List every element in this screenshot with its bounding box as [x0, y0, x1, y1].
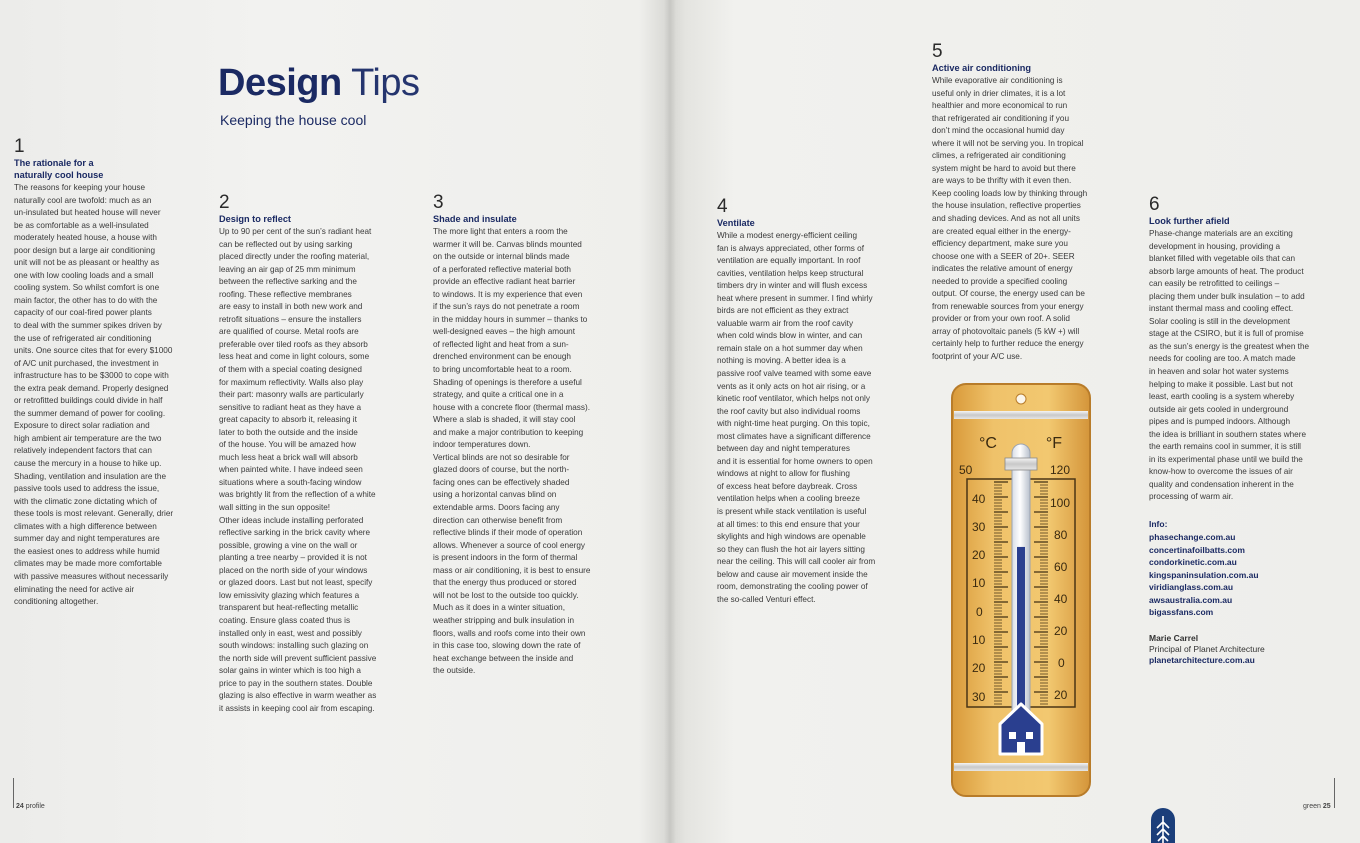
section-body: The reasons for keeping your house naturally cool are twofold: much as an un-insulated but heated house will never be as comfortable as a well-insulated moderately heated house, a house with poor design but a large air conditioning unit will not be as pleasant or healthy as one with low cooling loads and a small cooling system. So whilst comfort is one main factor, the other has to do with the capacity of our coal-fired power plants to deal with the summer spikes driven by the use of refrigerated air conditioning units. One source cites that for every $1000 of A/C unit purchased, the investment in infrastructure has to be $3000 to cope with the extra peak demand. Properly designed or retrofitted buildings could divide in half the summer demand of power for cooling. Exposure to direct solar radiation and high ambient air temperature are the two relatively independent factors that can cause the mercury in a house to hike up. Shading, ventilation and insulation are the passive tools used to address the issue, with the climatic zone dictating which of these tools is most relevant. Generally, drier climates with a high difference between summer day and night temperatures are the easiest ones to address while humid climates may be made more comfortable with passive measures without necessarily eliminating the need for active air conditioning altogether.: [14, 183, 174, 607]
left-page-number: 24: [16, 803, 24, 810]
right-page-number: 25: [1322, 803, 1331, 810]
right-section-name: green: [1303, 803, 1323, 810]
section-body: Up to 90 per cent of the sun’s radiant heat can be reflected out by using sarking placed directly under the roofing material, leaving an air gap of 25 mm minimum between the reflective sarking and the roofing. These reflective membranes are easy to install in both new work and retrofit situations – ensure the installers are qualified of course. Metal roofs are preferable over tiled roofs as they absorb less heat and come in light colours, some of them with a special coating designed for maximum reflectivity. Walls also play their part: masonry walls are particularly sensitive to radiant heat as they have a great capacity to absorb it, releasing it later to both the outside and the inside of the house. You will be amazed how much less heat a brick wall will absorb when painted white. I have indeed seen situations where a south-facing window was brightly lit from the reflection of a white wall sitting in the sun opposite! Other ideas include installing perforated reflective sarking in the brick cavity where possible, growing a vine on the wall or planting a tree nearby – provided it is not placed on the north side of your windows or glazed doors. Last but not least, specify low emissivity glazing which features a transparent but heat-reflecting metallic coating. Ensure glass coated thus is installed only in east, west and possibly south windows: installing such glazing on the north side will prevent sufficient passive solar gains in winter which is too high a price to pay in the southern states. Double glazing is also effective in warm weather as it assists in keeping cool air from escaping.: [219, 227, 377, 713]
section-number: 3: [433, 192, 444, 213]
fahrenheit-label: 20: [1054, 624, 1068, 638]
page-subtitle: Keeping the house cool: [220, 112, 367, 128]
celsius-label: 0: [976, 605, 983, 619]
section-number: 4: [717, 196, 728, 217]
celsius-label: 30: [972, 690, 986, 704]
hanging-hole: [1016, 394, 1026, 404]
title-bold: Design: [218, 62, 342, 104]
celsius-label: 50: [959, 463, 973, 477]
left-section-name: profile: [23, 803, 45, 810]
info-link[interactable]: kingspaninsulation.com.au: [1149, 569, 1259, 580]
section-4: [717, 197, 917, 606]
section-body: While evaporative air conditioning is useful only in drier climates, it is a lot healthier and more economical to run that refrigerated air conditioning if you don’t mind the occasional humid day where it will not be serving you. In tropical climes, a refrigerated air conditioning system might be hard to avoid but there are ways to be thrifty with it even then. Keep cooling loads low by thinking through the house insulation, reflective properties and shading devices. And as not all units are created equal either in the energy- efficiency department, make sure you choose one with a SEER of 20+. SEER indicates the relative amount of energy needed to provide a specified cooling output. Of course, the energy used can be from renewable sources from your energy provider or from your own roof. A solid array of photovoltaic panels (5 kW +) will certainly help to further reduce the energy footprint of your A/C use.: [932, 76, 1088, 362]
thermometer-illustration: [950, 382, 1092, 798]
fahrenheit-label: 120: [1050, 463, 1071, 477]
section-1: [14, 137, 204, 609]
fahrenheit-label: 80: [1054, 528, 1068, 542]
section-heading: Design to reflect: [219, 214, 291, 224]
section-heading: Shade and insulate: [433, 214, 517, 224]
section-2: [219, 193, 419, 715]
section-body: The more light that enters a room the warmer it will be. Canvas blinds mounted on the outside or internal blinds made of a perforated reflective material both provide an effective radiant heat barrier to windows. It is my experience that even if the sun’s rays do not penetrate a room in the midday hours in summer – thanks to well-designed eaves – the high amount of reflected light and heat from a sun- drenched environment can be enough to bring uncomfortable heat to a room. Shading of openings is therefore a useful strategy, and quite a critical one in a house with a concrete floor (thermal mass). Where a slab is shaded, it will stay cool and make a major contribution to keeping indoor temperatures down. Vertical blinds are not so desirable for glazed doors of course, but the north- facing ones can be effectively shaded using a horizontal canvas blind on extendable arms. Doors facing any direction can otherwise benefit from reflective blinds if their mode of operation allows. Whenever a source of cool energy is present indoors in the form of thermal mass or air conditioning, it is best to ensure that the energy thus produced or stored will not be lost to the outside too quickly. Much as it does in a winter situation, weather stripping and bulk insulation in floors, walls and roofs come into their own in this case too, slowing down the rate of heat exchange between the inside and the outside.: [433, 227, 591, 676]
leaf-icon: [1151, 808, 1175, 843]
section-number: 6: [1149, 194, 1160, 215]
celsius-label: 30: [972, 520, 986, 534]
page-title: [218, 62, 419, 105]
tube-clip-top: [1005, 458, 1037, 470]
left-folio: [16, 803, 45, 810]
section-number: 2: [219, 192, 230, 213]
info-link[interactable]: concertinafoilbatts.com: [1149, 544, 1245, 555]
fahrenheit-label: 40: [1054, 592, 1068, 606]
right-edge-tick: [1334, 778, 1335, 808]
celsius-label: 40: [972, 492, 986, 506]
section-heading: Ventilate: [717, 218, 755, 228]
celsius-label: 10: [972, 633, 986, 647]
fahrenheit-label: 0: [1058, 656, 1065, 670]
section-heading: Active air conditioning: [932, 63, 1032, 73]
unit-fahrenheit: °F: [1045, 435, 1063, 452]
info-link[interactable]: awsaustralia.com.au: [1149, 594, 1233, 605]
info-link[interactable]: phasechange.com.au: [1149, 532, 1236, 543]
right-folio: [1303, 803, 1331, 810]
author-credit: [1149, 633, 1349, 666]
author-name: Marie Carrel: [1149, 632, 1199, 643]
celsius-label: 20: [972, 548, 986, 562]
bottom-bracket: [954, 763, 1088, 771]
section-6: [1149, 195, 1349, 666]
info-label: Info:: [1149, 519, 1168, 530]
fahrenheit-label: 20: [1054, 688, 1068, 702]
fahrenheit-label: 60: [1054, 560, 1068, 574]
celsius-label: 10: [972, 576, 986, 590]
info-link[interactable]: bigassfans.com: [1149, 607, 1214, 618]
info-link[interactable]: viridianglass.com.au: [1149, 582, 1234, 593]
section-number: 1: [14, 136, 25, 157]
section-heading: The rationale for a naturally cool house: [14, 158, 104, 180]
section-number: 5: [932, 41, 943, 62]
section-heading: Look further afield: [1149, 216, 1230, 226]
mercury-column: [1017, 547, 1025, 727]
section-5: [932, 42, 1132, 364]
title-light: Tips: [341, 62, 420, 104]
section-tab: [1151, 808, 1175, 843]
top-bracket: [954, 411, 1088, 419]
section-body: While a modest energy-efficient ceiling fan is always appreciated, other forms of ventilation are equally important. In roof cavities, ventilation helps keep structural timbers dry in winter and will flush excess heat where present in summer. I find whirly birds are not efficient as they extract valuable warm air from the roof cavity when cold winds blow in winter, and can remain stale on a hot summer day when nothing is moving. A better idea is a passive roof valve teamed with some eave vents as it only acts on hot air rising, or a kinetic roof ventilator, which helps not only the roof cavity but also individual rooms with night-time heat purging. On this topic, most climates have a significant difference between day and night temperatures and it is essential for home owners to open windows at night to allow for flushing of excess heat before daybreak. Cross ventilation helps when a cooling breeze is present while stack ventilation is useful at all times: to this end ensure that your skylights and high windows are openable so they can flush the hot air layers sitting near the ceiling. This will call cooler air from below and cause air movement inside the room, demonstrating the cooling power of the so-called Venturi effect.: [717, 231, 876, 604]
celsius-label: 20: [972, 661, 986, 675]
info-link[interactable]: condorkinetic.com.au: [1149, 557, 1237, 568]
unit-celsius: °C: [979, 435, 997, 452]
info-link-list: [1149, 531, 1349, 619]
section-3: [433, 193, 633, 678]
fahrenheit-label: 100: [1050, 496, 1071, 510]
left-edge-tick: [13, 778, 14, 808]
author-role: Principal of Planet Architecture: [1149, 643, 1265, 654]
page-gutter: [664, 0, 676, 843]
author-url[interactable]: planetarchitecture.com.au: [1149, 654, 1255, 665]
section-body: Phase-change materials are an exciting development in housing, providing a blanket filled with vegetable oils that can absorb large amounts of heat. The product can easily be retrofitted to ceilings – placing them under bulk insulation – to add instant thermal mass and cooling effect. Solar cooling is still in the development stage at the CSIRO, but it is full of promise as the sun’s energy is the greatest when the needs for cooling are too. A match made in heaven and solar hot water systems helping to make it possible. Last but not least, earth cooling is a system whereby outside air gets cooled in underground pipes and is pumped indoors. Although the idea is brilliant in southern states where the earth remains cool in summer, it is still in its experimental phase until we build the know-how to overcome the issues of air quality and condensation inherent in the processing of warm air.: [1149, 229, 1310, 502]
